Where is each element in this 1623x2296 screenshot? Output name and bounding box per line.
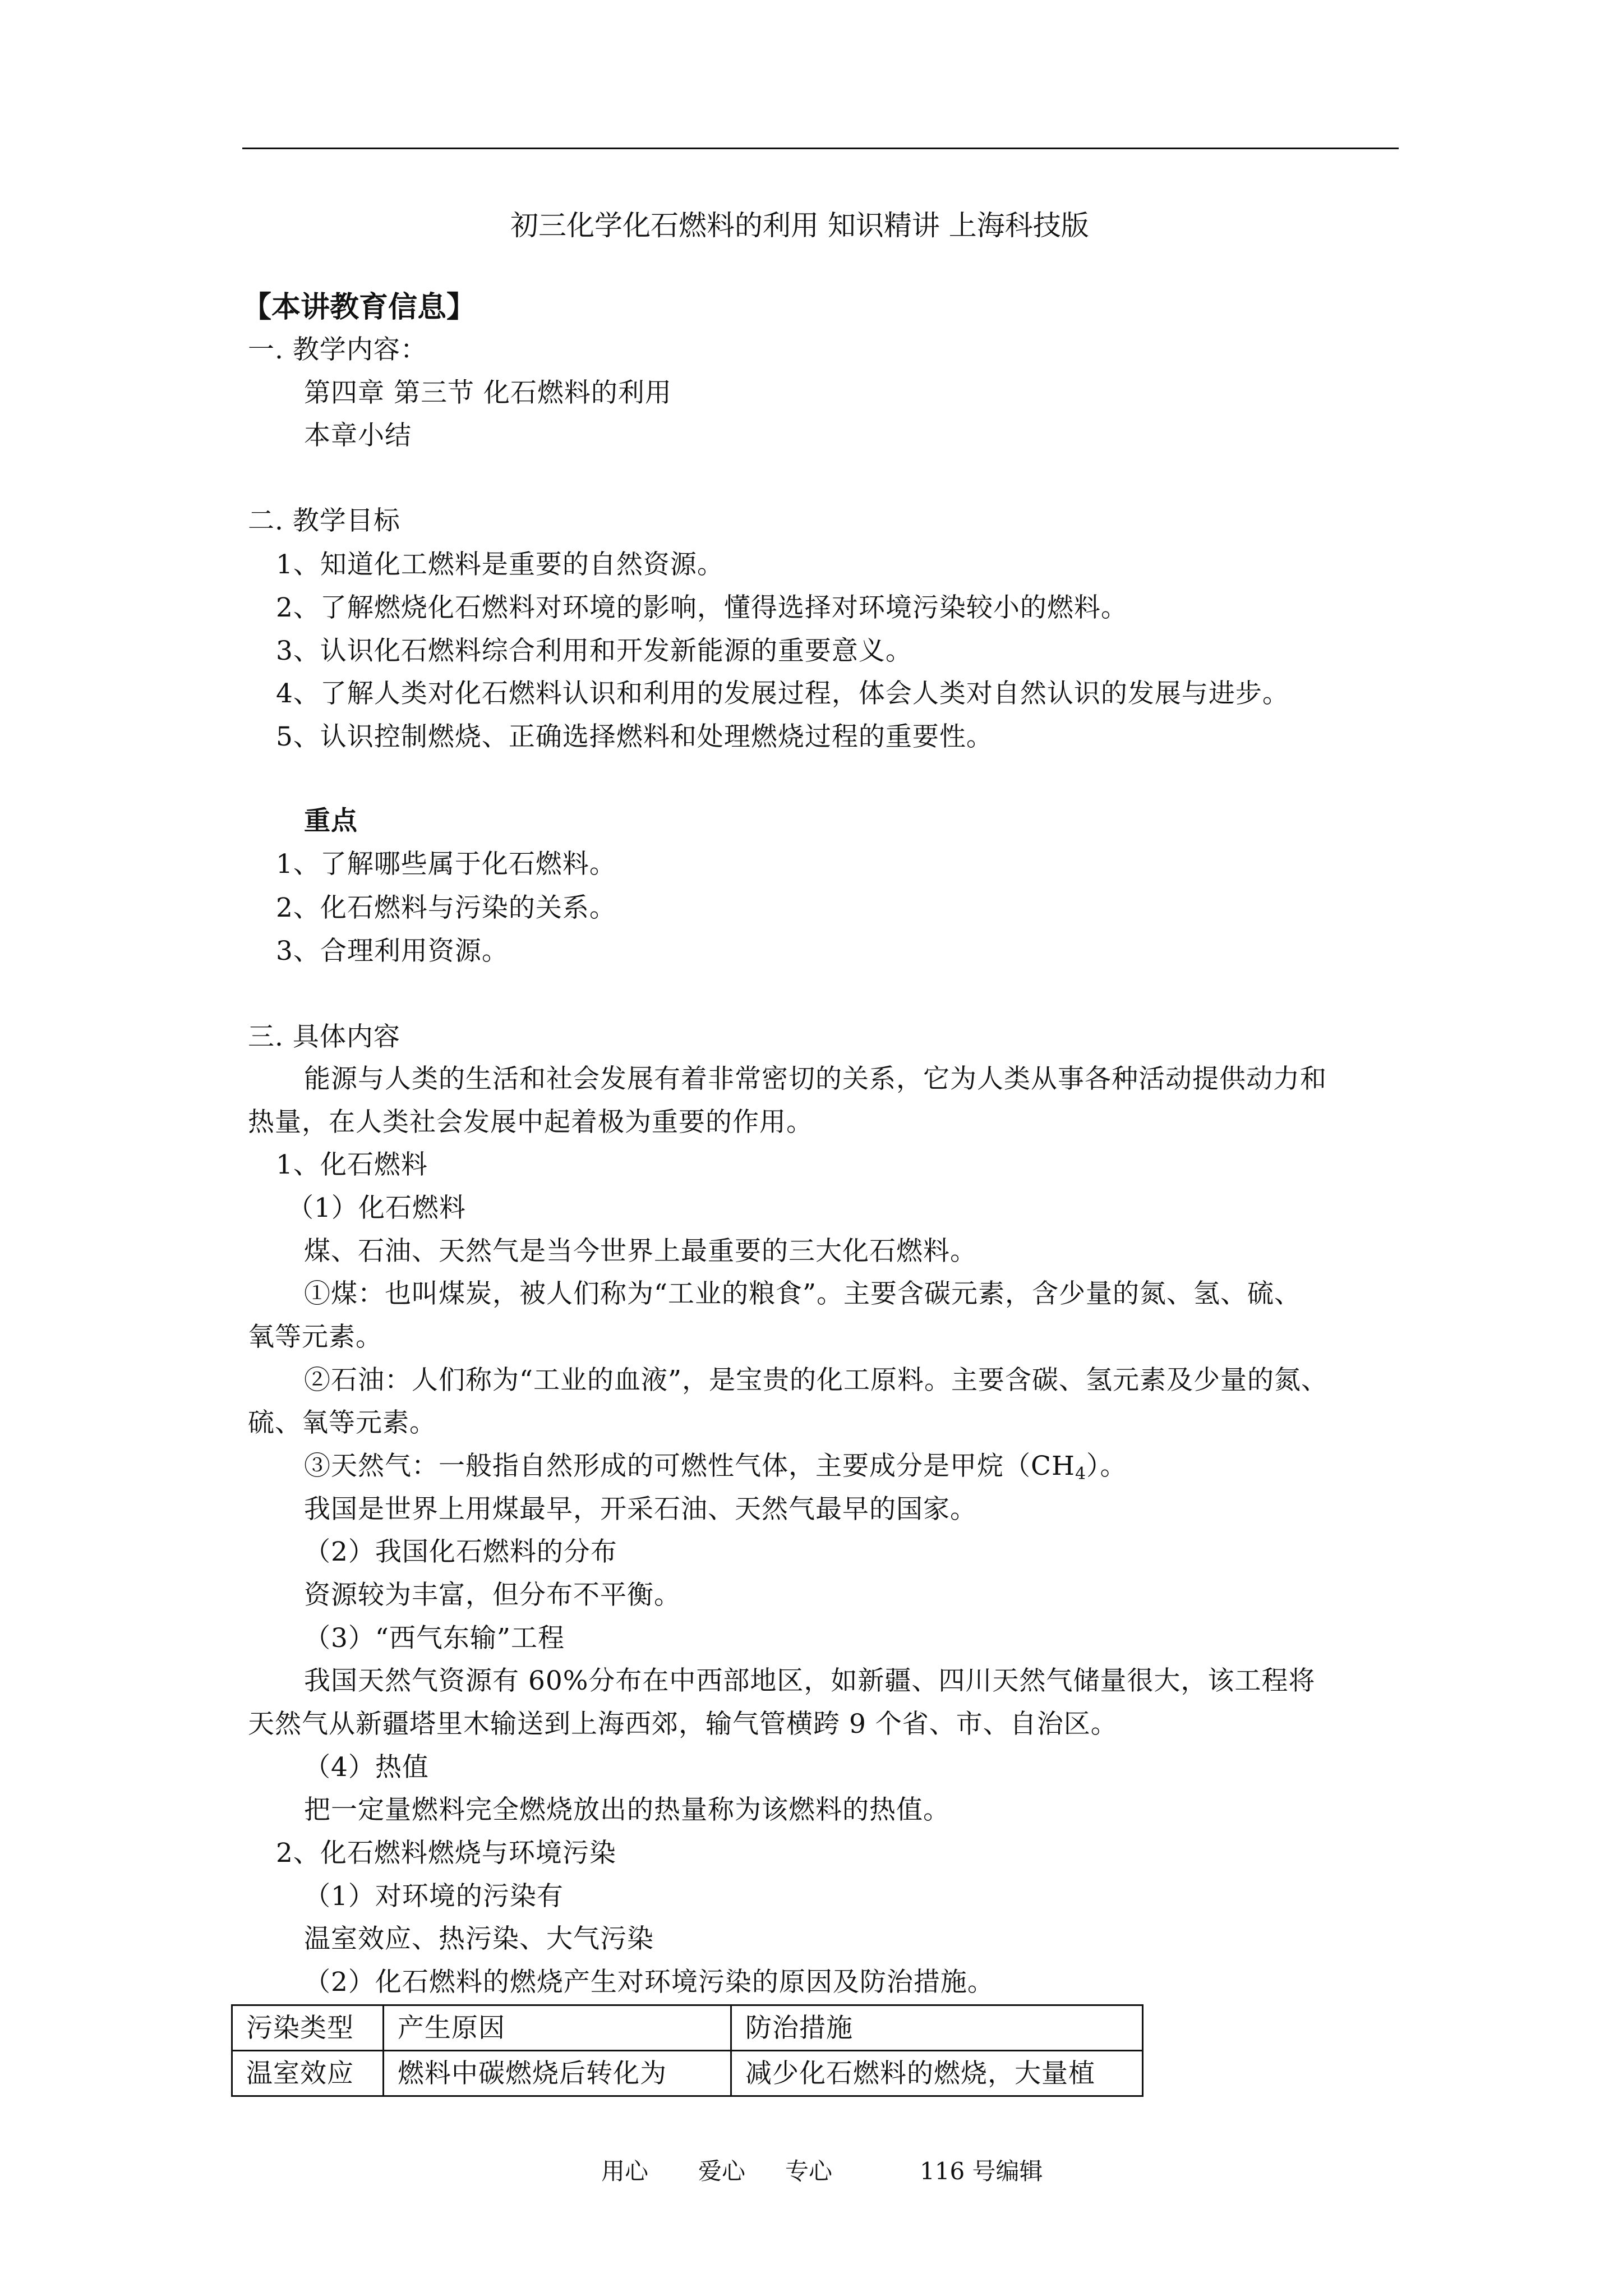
goal-3: 3、认识化石燃料综合利用和开发新能源的重要意义。 [276, 636, 912, 666]
table-header-row [232, 2005, 1143, 2051]
key-points-label: 重点 [304, 806, 358, 836]
key-point-2: 2、化石燃料与污染的关系。 [276, 892, 616, 923]
fossil-fuels-heading: 1、化石燃料 [276, 1149, 428, 1180]
s1-item-2: 本章小结 [304, 420, 412, 451]
table-cell: 减少化石燃料的燃烧，大量植 [731, 2051, 1143, 2096]
key-point-1: 1、了解哪些属于化石燃料。 [276, 849, 616, 880]
coal-line-1: ①煤：也叫煤炭，被人们称为“工业的粮食”。主要含碳元素，含少量的氮、氢、硫、 [304, 1278, 1302, 1309]
document-title: 初三化学化石燃料的利用 知识精讲 上海科技版 [510, 209, 1089, 242]
distribution-text: 资源较为丰富，但分布不平衡。 [304, 1580, 681, 1611]
s1-heading: 一. 教学内容： [248, 334, 427, 365]
footer-text-2: 爱心 [698, 2157, 746, 2185]
footer-editor: 116 号编辑 [920, 2157, 1043, 2185]
table-header-cell: 污染类型 [232, 2005, 384, 2051]
section-header: 【本讲教育信息】 [242, 290, 476, 324]
pollution-heading: 2、化石燃料燃烧与环境污染 [276, 1838, 616, 1869]
natural-gas-text-end: ）。 [1086, 1451, 1127, 1481]
s3-heading: 三. 具体内容 [248, 1022, 400, 1052]
goal-1: 1、知道化工燃料是重要的自然资源。 [276, 549, 724, 580]
three-fuels-text: 煤、石油、天然气是当今世界上最重要的三大化石燃料。 [304, 1236, 977, 1267]
key-point-3: 3、合理利用资源。 [276, 936, 509, 967]
fossil-fuels-subheading: （1）化石燃料 [287, 1193, 466, 1223]
goal-4: 4、了解人类对化石燃料认识和利用的发展过程，体会人类对自然认识的发展与进步。 [276, 678, 1289, 709]
s3-intro-line-1: 能源与人类的生活和社会发展有着非常密切的关系，它为人类从事各种活动提供动力和 [304, 1064, 1327, 1094]
pollution-types-heading: （1）对环境的污染有 [304, 1881, 564, 1912]
table-header-cell: 产生原因 [384, 2005, 731, 2051]
heat-value-text: 把一定量燃料完全燃烧放出的热量称为该燃料的热值。 [304, 1795, 950, 1825]
oil-line-2: 硫、氧等元素。 [248, 1407, 436, 1438]
s1-item-1: 第四章 第三节 化石燃料的利用 [304, 378, 672, 408]
natural-gas-line [304, 1453, 1127, 1483]
china-first-text: 我国是世界上用煤最早，开采石油、天然气最早的国家。 [304, 1494, 977, 1525]
west-east-gas-line-1: 我国天然气资源有 60%分布在中西部地区，如新疆、四川天然气储量很大，该工程将 [304, 1665, 1316, 1696]
distribution-heading: （2）我国化石燃料的分布 [304, 1536, 617, 1567]
table-header-cell: 防治措施 [731, 2005, 1143, 2051]
footer-text-3: 专心 [785, 2157, 833, 2185]
goal-5: 5、认识控制燃烧、正确选择燃料和处理燃烧过程的重要性。 [276, 721, 993, 752]
s2-heading: 二. 教学目标 [248, 505, 400, 536]
footer-text-1: 用心 [601, 2157, 649, 2185]
header-rule [242, 148, 1399, 149]
table-row [232, 2051, 1143, 2096]
goal-2: 2、了解燃烧化石燃料对环境的影响，懂得选择对环境污染较小的燃料。 [276, 592, 1128, 623]
s3-intro-line-2: 热量，在人类社会发展中起着极为重要的作用。 [248, 1107, 813, 1138]
methane-subscript: 4 [1075, 1464, 1087, 1484]
pollution-types-text: 温室效应、热污染、大气污染 [304, 1924, 654, 1954]
west-east-gas-heading: （3）“西气东输”工程 [304, 1623, 565, 1654]
pollution-causes-heading: （2）化石燃料的燃烧产生对环境污染的原因及防治措施。 [304, 1967, 994, 1998]
table-cell: 温室效应 [232, 2051, 384, 2096]
coal-line-2: 氧等元素。 [248, 1322, 382, 1352]
oil-line-1: ②石油：人们称为“工业的血液”，是宝贵的化工原料。主要含碳、氢元素及少量的氮、 [304, 1365, 1329, 1396]
table-cell: 燃料中碳燃烧后转化为 [384, 2051, 731, 2096]
heat-value-heading: （4）热值 [304, 1752, 429, 1783]
west-east-gas-line-2: 天然气从新疆塔里木输送到上海西郊，输气管横跨 9 个省、市、自治区。 [248, 1709, 1118, 1740]
pollution-table [231, 2004, 1144, 2097]
natural-gas-text: ③天然气：一般指自然形成的可燃性气体，主要成分是甲烷（CH [304, 1451, 1075, 1481]
